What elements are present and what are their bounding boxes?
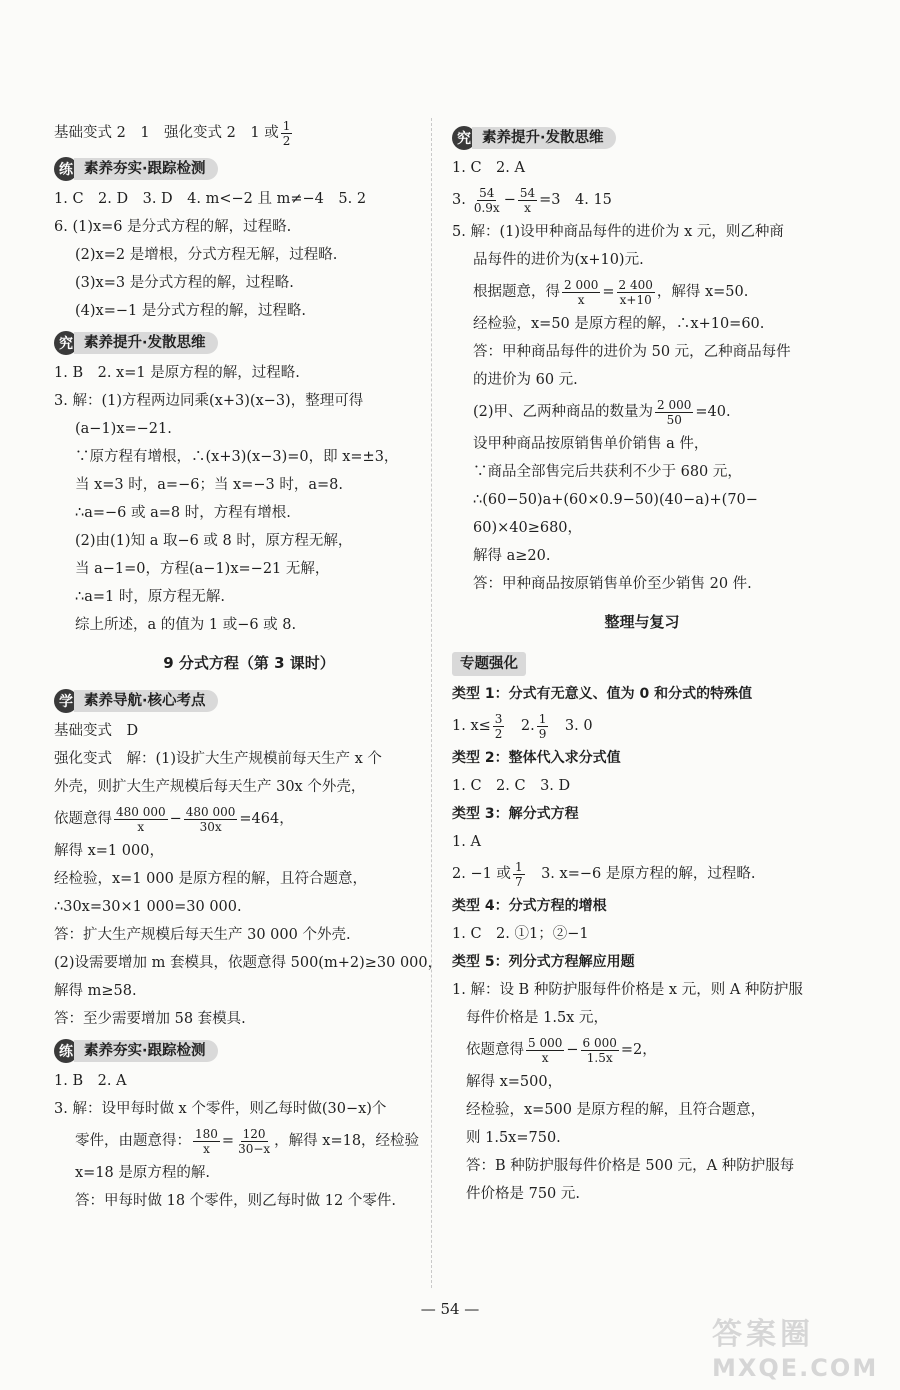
answer-line: ∵商品全部售完后共获利不少于 680 元， (473, 464, 742, 480)
fraction: $\frac{1}{7}$ (514, 859, 523, 889)
answer-line: 3. 解：设甲每时做 x 个零件，则乙每时做(30−x)个 (54, 1101, 387, 1117)
equation-line: 依题意得 $\frac{5 000}{x}$ − $\frac{6 000}{1.5x}$ =2， (466, 1035, 657, 1065)
answer-line: 1. B 2. A (54, 1073, 127, 1089)
section-header-extension (54, 330, 444, 356)
fraction: $\frac{5 000}{x}$ (528, 1035, 563, 1065)
answer-line: (a−1)x=−21. (75, 421, 172, 437)
fraction: $\frac{180}{x}$ (195, 1126, 218, 1156)
answer-line: (2)由(1)知 a 取−6 或 8 时，原方程无解， (75, 533, 353, 549)
answer-line: 经检验，x=50 是原方程的解，∴x+10=60. (473, 316, 765, 332)
answer-line: 品每件的进价为(x+10)元. (473, 252, 644, 268)
type-heading: 类型 3：解分式方程 (452, 806, 579, 822)
answer-line: ∵原方程有增根，∴(x+3)(x−3)=0，即 x=±3， (75, 449, 399, 465)
answer-line: 经检验，x=500 是原方程的解，且符合题意， (466, 1102, 766, 1118)
answer-line: 解得 x=1 000， (54, 843, 164, 859)
watermark-logo: 答案圈 MXQE.COM (712, 1317, 879, 1382)
section-header-title: 素养夯实·跟踪检测 (74, 1040, 218, 1062)
answer-line: 1. B 2. x=1 是原方程的解，过程略. (54, 365, 300, 381)
section-header-title: 素养提升·发散思维 (472, 127, 616, 149)
type-heading: 类型 1：分式有无意义、值为 0 和分式的特殊值 (452, 686, 753, 702)
extension-badge-icon: 究 (452, 126, 476, 150)
answer-line: 每件价格是 1.5x 元， (466, 1010, 608, 1026)
fraction: $\frac{1}{2}$ (282, 118, 291, 148)
answer-line: (3)x=3 是分式方程的解，过程略. (75, 275, 294, 291)
answer-line: (4)x=−1 是分式方程的解，过程略. (75, 303, 306, 319)
answer-line: 设甲种商品按原销售单价销售 a 件， (473, 436, 709, 452)
right-column (452, 115, 832, 1208)
answer-line: 强化变式 解：(1)设扩大生产规模前每天生产 x 个 (54, 751, 382, 767)
answer-line: 1. C 2. ①1；②−1 (452, 926, 589, 942)
answer-line: ∴a=1 时，原方程无解. (75, 589, 225, 605)
answer-line: 当 x=3 时，a=−6；当 x=−3 时，a=8. (75, 477, 343, 493)
fraction: $\frac{1}{9}$ (538, 711, 547, 741)
answer-line: 的进价为 60 元. (473, 372, 578, 388)
fraction: $\frac{120}{30-x}$ (238, 1126, 271, 1156)
answer-line: x=18 是原方程的解. (75, 1165, 210, 1181)
section-header-extension (452, 125, 832, 151)
fraction: $\frac{3}{2}$ (494, 711, 503, 741)
section-header-title: 素养夯实·跟踪检测 (74, 158, 218, 180)
page-number: — 54 — (420, 1300, 480, 1318)
answer-line: 基础变式 D (54, 723, 139, 739)
fraction: $\frac{54}{x}$ (519, 185, 536, 215)
practice-badge-icon: 练 (54, 157, 78, 181)
equation-line: 依题意得 $\frac{480 000}{x}$ − $\frac{480 000}{30x}$ =464， (54, 804, 294, 834)
fraction: $\frac{6 000}{1.5x}$ (582, 1035, 617, 1065)
fraction: $\frac{54}{0.9x}$ (473, 185, 500, 215)
type-heading: 类型 4：分式方程的增根 (452, 898, 607, 914)
answer-line: 1. 解：设 B 种防护服每件价格是 x 元，则 A 种防护服 (452, 982, 803, 998)
answer-line: 答：甲种商品每件的进价为 50 元，乙种商品每件 (473, 344, 791, 360)
equation-line: (2)甲、乙两种商品的数量为 $\frac{2 000}{50}$ =40. (473, 397, 731, 427)
section-header-study (54, 688, 444, 714)
equation-line: 零件，由题意得： $\frac{180}{x}$ = $\frac{120}{30-x}$ ，解得 x=18，经检验 (75, 1126, 420, 1156)
equation-line: 2. −1 或 $\frac{1}{7}$ 3. x=−6 是原方程的解，过程略. (452, 859, 756, 889)
answer-line: (2)x=2 是增根，分式方程无解，过程略. (75, 247, 338, 263)
practice-badge-icon: 练 (54, 1039, 78, 1063)
answer-line: 当 a−1=0，方程(a−1)x=−21 无解， (75, 561, 330, 577)
equation-line: 根据题意，得 $\frac{2 000}{x}$ = $\frac{2 400}{x+10}$ ，解得 x=50. (473, 277, 749, 307)
answer-line: 3. 解：(1)方程两边同乘(x+3)(x−3)，整理可得 (54, 393, 364, 409)
left-column (54, 115, 444, 1215)
answer-line: 综上所述，a 的值为 1 或−6 或 8. (75, 617, 297, 633)
answer-line: 解得 x=500， (466, 1074, 563, 1090)
answer-line: 经检验，x=1 000 是原方程的解，且符合题意， (54, 871, 367, 887)
fraction: $\frac{480 000}{30x}$ (185, 804, 236, 834)
answer-line: ∴a=−6 或 a=8 时，方程有增根. (75, 505, 291, 521)
answer-line: 外壳，则扩大生产规模后每天生产 30x 个外壳， (54, 779, 366, 795)
answer-line: (2)设需要增加 m 套模具，依题意得 500(m+2)≥30 000， (54, 955, 443, 971)
section-header-title: 素养导航·核心考点 (74, 690, 218, 712)
type-heading: 类型 5：列分式方程解应用题 (452, 954, 635, 970)
answer-line: 1. C 2. D 3. D 4. m<−2 且 m≠−4 5. 2 (54, 191, 367, 207)
topic-tag: 专题强化 (452, 646, 832, 680)
section-header-practice (54, 1038, 444, 1064)
section-header-practice (54, 156, 444, 182)
answer-line: 答：B 种防护服每件价格是 500 元，A 种防护服每 (466, 1158, 795, 1174)
extension-badge-icon: 究 (54, 331, 78, 355)
section-title: 9 分式方程（第 3 课时） (163, 654, 335, 672)
fraction: $\frac{2 000}{50}$ (657, 397, 692, 427)
answer-line: 则 1.5x=750. (466, 1130, 561, 1146)
fraction: $\frac{2 000}{x}$ (564, 277, 599, 307)
answer-line: 1. C 2. C 3. D (452, 778, 571, 794)
answer-line: 解得 a≥20. (473, 548, 551, 564)
answer-line: ∴30x=30×1 000=30 000. (54, 899, 242, 915)
equation-line: 1. x≤ $\frac{3}{2}$ 2. $\frac{1}{9}$ 3. 0 (452, 711, 593, 741)
fraction: $\frac{2 400}{x+10}$ (618, 277, 653, 307)
answer-line: 答：甲种商品按原销售单价至少销售 20 件. (473, 576, 752, 592)
answer-line: 5. 解：(1)设甲种商品每件的进价为 x 元，则乙种商 (452, 224, 784, 240)
study-badge-icon: 学 (54, 689, 78, 713)
fraction: $\frac{480 000}{x}$ (116, 804, 166, 834)
section-title: 整理与复习 (604, 613, 680, 631)
answer-line: 1. C 2. A (452, 160, 525, 176)
equation-line: 3. $\frac{54}{0.9x}$ − $\frac{54}{x}$ =3 4. 15 (452, 185, 612, 215)
section-header-title: 素养提升·发散思维 (74, 332, 218, 354)
answer-line: 1. A (452, 834, 481, 850)
answer-line: ∴(60−50)a+(60×0.9−50)(40−a)+(70− (473, 492, 758, 508)
answer-line: 件价格是 750 元. (466, 1186, 581, 1202)
answer-line: 答：甲每时做 18 个零件，则乙每时做 12 个零件. (75, 1193, 396, 1209)
answer-line: 答：扩大生产规模后每天生产 30 000 个外壳. (54, 927, 351, 943)
answer-line: 解得 m≥58. (54, 983, 137, 999)
answer-line: 60)×40≥680， (473, 520, 583, 536)
answer-line: 基础变式 2 1 强化变式 2 1 或 $\frac{1}{2}$ (54, 118, 291, 148)
answer-line: 答：至少需要增加 58 套模具. (54, 1011, 246, 1027)
answer-line: 6. (1)x=6 是分式方程的解，过程略. (54, 219, 292, 235)
type-heading: 类型 2：整体代入求分式值 (452, 750, 621, 766)
